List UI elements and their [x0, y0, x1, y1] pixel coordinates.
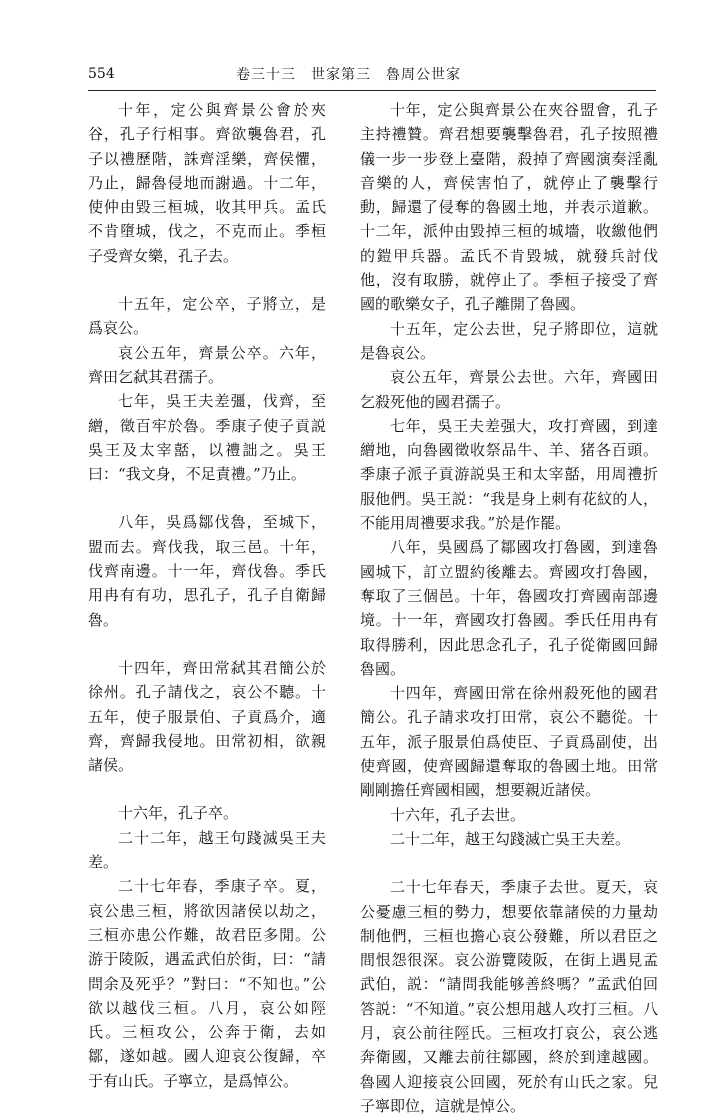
translation-paragraph: 哀公五年，齊景公去世。六年，齊國田乞殺死他的國君孺子。 [360, 368, 658, 411]
classical-paragraph: 哀公五年，齊景公卒。六年，齊田乞弑其君孺子。 [88, 343, 326, 386]
classical-paragraph: 八年，吳爲鄒伐魯，至城下，盟而去。齊伐我，取三邑。十年，伐齊南邊。十一年，齊伐魯。季氏用冉有有功，思孔子，孔子自衛歸魯。 [88, 513, 326, 629]
running-head: 卷三十三 世家第三 魯周公世家 [236, 67, 461, 83]
translation-paragraph: 十四年，齊國田常在徐州殺死他的國君簡公。孔子請求攻打田常，哀公不聽從。十五年，派子服景伯爲使臣、子貢爲副使，出使齊國，使齊國歸還奪取的魯國土地。田常剛剛擔任齊國相國，想要親近諸侯。 [360, 684, 658, 800]
translation-paragraph: 七年，吳王夫差强大，攻打齊國，到達繒地，向魯國徵收祭品牛、羊、猪各百頭。季康子派子貢游説吳王和太宰嚭，用周禮折服他們。吳王説：“我是身上刺有花紋的人，不能用周禮要求我。”於是作罷。 [360, 416, 658, 533]
classical-paragraph: 十五年，定公卒，子將立，是爲哀公。 [88, 295, 326, 338]
classical-paragraph: 二十七年春，季康子卒。夏，哀公患三桓，將欲因諸侯以劫之，三桓亦患公作難，故君臣多閒。公游于陵阪，遇孟武伯於街，曰：“請問余及死乎？”對曰：“不知也。”公欲以越伐三桓。八月，哀公如陘氏。三桓攻公，公奔于衛，去如鄒，遂如越。國人迎哀公復歸，卒于有山氏。子寧立，是爲悼公。 [88, 877, 326, 1090]
translation-paragraph: 二十二年，越王勾踐滅亡吳王夫差。 [390, 829, 631, 848]
classical-text-column [88, 98, 326, 1093]
header-rule [88, 90, 656, 91]
translation-column [360, 98, 658, 1118]
translation-paragraph: 八年，吳國爲了鄒國攻打魯國，到達魯國城下，訂立盟約後離去。齊國攻打魯國，奪取了三個邑。十年，魯國攻打齊國南部邊境。十一年，齊國攻打魯國。季氏任用冉有取得勝利，因此思念孔子，孔子從衛國回歸魯國。 [360, 538, 658, 678]
classical-paragraph: 十六年，孔子卒。 [118, 804, 239, 823]
translation-paragraph: 二十七年春天，季康子去世。夏天，哀公憂慮三桓的勢力，想要依靠諸侯的力量劫制他們，三桓也擔心哀公發難，所以君臣之間恨怨很深。哀公游覽陵阪，在街上遇見孟武伯，説：“請問我能够善終嗎？”孟武伯回答説：“不知道。”哀公想用越人攻打三桓。八月，哀公前往陘氏。三桓攻打哀公，哀公逃奔衛國，又離去前往鄒國，終於到達越國。魯國人迎接哀公回國，死於有山氏之家。兒子寧即位，這就是悼公。 [360, 878, 658, 1115]
classical-paragraph: 十年，定公與齊景公會於夾谷，孔子行相事。齊欲襲魯君，孔子以禮歷階，誅齊淫樂，齊侯懼，乃止，歸魯侵地而謝過。十二年，使仲由毀三桓城，收其甲兵。孟氏不肯墮城，伐之，不克而止。季桓子受齊女樂，孔子去。 [88, 101, 326, 265]
page-number: 554 [88, 66, 115, 82]
translation-paragraph: 十六年，孔子去世。 [390, 805, 526, 824]
translation-paragraph: 十五年，定公去世，兒子將即位，這就是魯哀公。 [360, 319, 658, 362]
classical-paragraph: 七年，吳王夫差彊，伐齊，至繒，徵百牢於魯。季康子使子貢説吳王及太宰嚭，以禮詘之。吳王曰：“我文身，不足責禮。”乃止。 [88, 392, 326, 484]
page-header [88, 64, 656, 88]
classical-paragraph: 二十二年，越王句踐滅吳王夫差。 [88, 828, 326, 872]
translation-paragraph: 十年，定公與齊景公在夾谷盟會，孔子主持禮贊。齊君想要襲擊魯君，孔子按照禮儀一步一步登上臺階，殺掉了齊國演奏淫亂音樂的人，齊侯害怕了，就停止了襲擊行動，歸還了侵奪的魯國土地，并表示道歉。十二年，派仲由毀掉三桓的城墻，收繳他們的鎧甲兵器。孟氏不肯毀城，就發兵討伐他，沒有取勝，就停止了。季桓子接受了齊國的歌樂女子，孔子離開了魯國。 [360, 101, 658, 314]
classical-paragraph: 十四年，齊田常弑其君簡公於徐州。孔子請伐之，哀公不聽。十五年，使子服景伯、子貢爲介，適齊，齊歸我侵地。田常初相，欲親諸侯。 [88, 658, 326, 775]
